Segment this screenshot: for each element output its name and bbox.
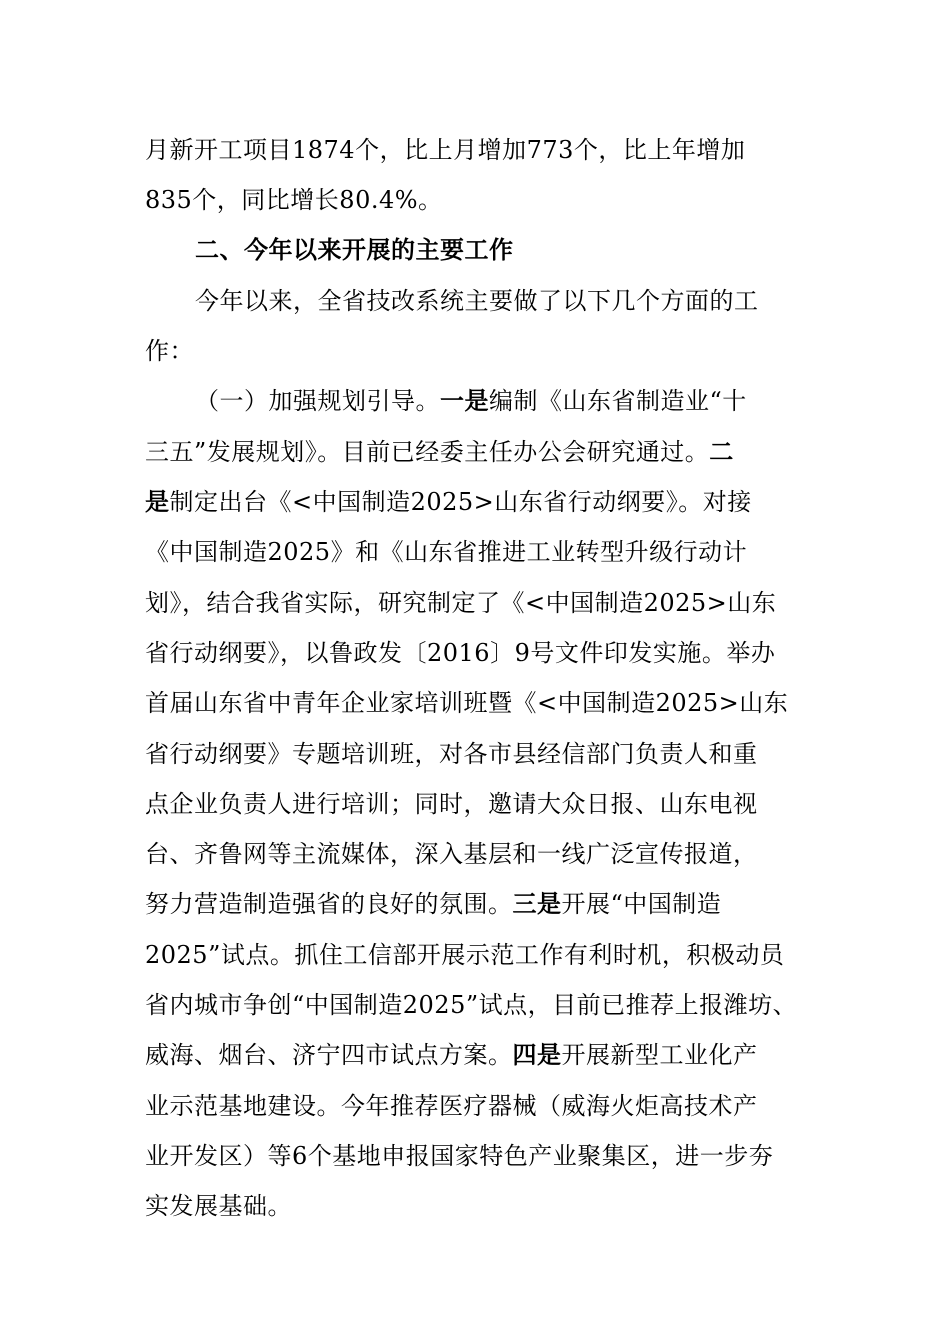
text-line: 作： xyxy=(145,337,194,365)
text-line xyxy=(145,1039,758,1071)
text-line: 点企业负责人进行培训；同时，邀请大众日报、山东电视 xyxy=(145,790,758,818)
section-heading: 二、今年以来开展的主要工作 xyxy=(195,236,514,264)
text-line: 实发展基础。 xyxy=(145,1192,292,1220)
text-run: 制定出台《<中国制造2025>山东省行动纲要》。对接 xyxy=(169,488,752,516)
text-line xyxy=(145,436,734,468)
subsection-title: （一）加强规划引导。 xyxy=(195,387,440,415)
text-line xyxy=(145,486,752,518)
emphasis: 四是 xyxy=(512,1040,562,1069)
text-line: 《中国制造2025》和《山东省推进工业转型升级行动计 xyxy=(145,538,748,566)
text-run: 努力营造制造强省的良好的氛围。 xyxy=(145,890,513,918)
text-line: 月新开工项目1874个，比上月增加773个，比上年增加 xyxy=(145,136,746,164)
text-line: 省内城市争创“中国制造2025”试点，目前已推荐上报潍坊、 xyxy=(145,991,798,1019)
text-run: 开展新型工业化产 xyxy=(561,1041,758,1069)
emphasis: 是 xyxy=(145,487,170,516)
emphasis: 一是 xyxy=(440,386,489,415)
text-line: 2025”试点。抓住工信部开展示范工作有利时机，积极动员 xyxy=(145,941,785,969)
text-run: 三五”发展规划》。目前已经委主任办公会研究通过。 xyxy=(145,438,710,466)
text-line: 省行动纲要》专题培训班，对各市县经信部门负责人和重 xyxy=(145,740,758,768)
text-line: 划》，结合我省实际，研究制定了《<中国制造2025>山东 xyxy=(145,589,777,617)
text-run: 开展“中国制造 xyxy=(561,890,722,918)
text-run: 威海、烟台、济宁四市试点方案。 xyxy=(145,1041,513,1069)
text-line: 今年以来，全省技改系统主要做了以下几个方面的工 xyxy=(195,287,759,315)
text-line: 835个，同比增长80.4%。 xyxy=(145,186,443,214)
text-line: 业开发区）等6个基地申报国家特色产业聚集区，进一步夯 xyxy=(145,1142,774,1170)
text-line xyxy=(195,385,747,417)
emphasis: 二 xyxy=(709,437,734,466)
text-run: 编制《山东省制造业“十 xyxy=(489,387,747,415)
text-line: 首届山东省中青年企业家培训班暨《<中国制造2025>山东 xyxy=(145,689,789,717)
text-line xyxy=(145,888,721,920)
text-line: 台、齐鲁网等主流媒体，深入基层和一线广泛宣传报道， xyxy=(145,840,758,868)
text-line: 业示范基地建设。今年推荐医疗器械（威海火炬高技术产 xyxy=(145,1092,758,1120)
emphasis: 三是 xyxy=(512,889,562,918)
text-line: 省行动纲要》，以鲁政发〔2016〕9号文件印发实施。举办 xyxy=(145,639,776,667)
